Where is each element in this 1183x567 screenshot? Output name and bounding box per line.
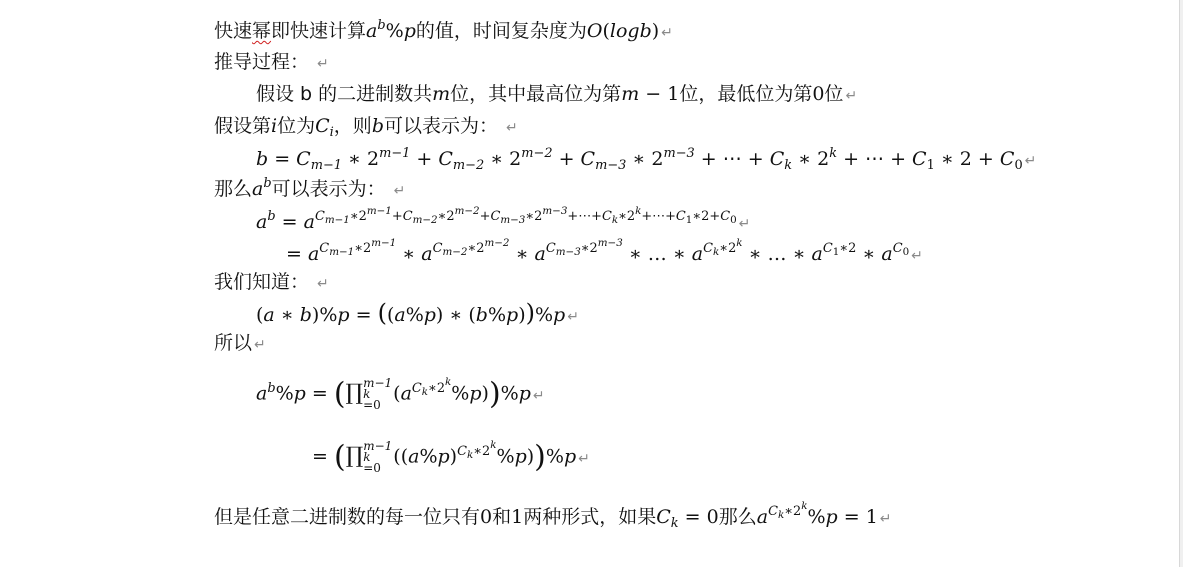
- math-ck-equals-zero: $C_k = 0$: [656, 506, 719, 532]
- spellcheck-flagged-word[interactable]: 幂: [252, 20, 272, 42]
- text-run: 可以表示为：: [383, 115, 498, 137]
- math-a-pow-b: $a^b$: [252, 176, 272, 200]
- text-run: 的值，时间复杂度为: [415, 20, 587, 42]
- text-run: 推导过程：: [214, 51, 310, 73]
- paragraph-mark-icon: ↵: [532, 387, 545, 404]
- text-run: 即快速计算: [271, 20, 367, 42]
- paragraph-mark-icon: ↵: [393, 183, 406, 199]
- paragraph-binary-digits: [256, 82, 857, 108]
- text-run: 位: [824, 83, 844, 105]
- math-zero: 0: [812, 83, 825, 105]
- paragraph-mark-icon: ↵: [578, 450, 590, 467]
- paragraph-mark-icon: ↵: [879, 511, 892, 527]
- paragraph-therefore: [214, 331, 266, 357]
- text-run: 所以: [214, 332, 253, 354]
- text-run: 位，其中最高位为第: [450, 83, 622, 105]
- text-run: 我们知道：: [214, 271, 310, 293]
- paragraph-we-know: [214, 270, 329, 296]
- equation-a-pow-b-sum-exponent: $a^b = a^{C_{m-1}∗2^{m-1}+C_{m-2}∗2^{m-2}+C_{m-3}∗2^{m-3}+\cdots+C_k∗2^k+\cdots+C_1∗2+C_0}$ ↵: [256, 204, 751, 233]
- math-m-minus-1: m − 1: [621, 83, 680, 105]
- text-run: 可以表示为：: [271, 178, 386, 200]
- paragraph-bit-definition: [214, 114, 518, 140]
- paragraph-mark-icon: ↵: [911, 248, 923, 264]
- math-c-i: $C_i$: [315, 115, 334, 141]
- text-run: 位，最低位为第: [679, 83, 813, 105]
- paragraph-mark-icon: ↵: [1024, 153, 1037, 169]
- math-i: i: [271, 115, 278, 137]
- text-run: 0: [480, 506, 493, 528]
- paragraph-intro: [214, 19, 673, 45]
- math-big-o: O(logb): [586, 20, 660, 42]
- equation-a-pow-b-product: = $a^{C_{m-1}∗2^{m-1}}$ ∗ $a^{C_{m-2}∗2^{m-2}}$ ∗ $a^{C_{m-3}∗2^{m-3}}$ ∗ … ∗ $a^{C_k∗2^k}$ ∗ … ∗ $a^{C_1∗2}$ ∗ $a^{C_0}$ ↵: [286, 236, 923, 265]
- paragraph-mark-icon: ↵: [738, 216, 751, 232]
- paragraph-mark-icon: ↵: [567, 309, 579, 325]
- math-a-pow-b-mod-p: $a^b\%p$: [366, 18, 416, 42]
- text-run: 快速: [214, 20, 253, 42]
- text-run: 和: [492, 506, 512, 528]
- text-run: 1: [511, 506, 524, 528]
- equation-b-expansion: $b = C_{m-1}$ ∗ $2^{m-1} + C_{m-2}$ ∗ $2^{m-2} + C_{m-3}$ ∗ $2^{m-3}$ + ⋯ + $C_k$ ∗ 2$^k$ + ⋯ + $C_1$ ∗ $2 + C_0$ ↵: [256, 146, 1037, 174]
- math-m: m: [432, 83, 451, 105]
- text-run: 假设第: [214, 115, 272, 137]
- equation-product-formula-2: = (∏ m−1 k =0 $((a\%p)^{C_k∗2^k}\%p))\%p$ ↵: [312, 439, 590, 475]
- paragraph-mark-icon: ↵: [317, 56, 329, 72]
- paragraph-mark-icon: ↵: [254, 337, 266, 353]
- text-run: 两种形式，如果: [523, 506, 657, 528]
- page-edge: [1179, 0, 1183, 567]
- text-run: 位为: [277, 115, 316, 137]
- text-run: 那么: [214, 178, 253, 200]
- paragraph-mark-icon: ↵: [506, 120, 518, 136]
- text-run: ，则: [333, 115, 372, 137]
- equation-product-formula-1: $a^b\%p$ = (∏ m−1 k =0 $(a^{C_k∗2^k}\%p))\%p$ ↵: [256, 376, 545, 412]
- paragraph-binary-conclusion: [214, 499, 892, 532]
- text-run: 那么: [718, 506, 757, 528]
- text-run: 但是任意二进制数的每一位只有: [214, 506, 481, 528]
- paragraph-derivation-heading: [214, 50, 329, 76]
- equation-mod-product-rule: (a ∗ b)%p = ((a%p) ∗ (b%p))%p ↵: [256, 299, 579, 327]
- paragraph-a-pow-b-intro: [214, 177, 405, 203]
- math-conclusion-expr: $a^{C_k∗2^k}\%p = 1$: [756, 499, 878, 528]
- paragraph-mark-icon: ↵: [661, 25, 673, 41]
- paragraph-mark-icon: ↵: [317, 276, 329, 292]
- math-b: b: [371, 115, 384, 137]
- paragraph-mark-icon: ↵: [845, 88, 858, 104]
- text-run: 假设 b 的二进制数共: [256, 83, 433, 105]
